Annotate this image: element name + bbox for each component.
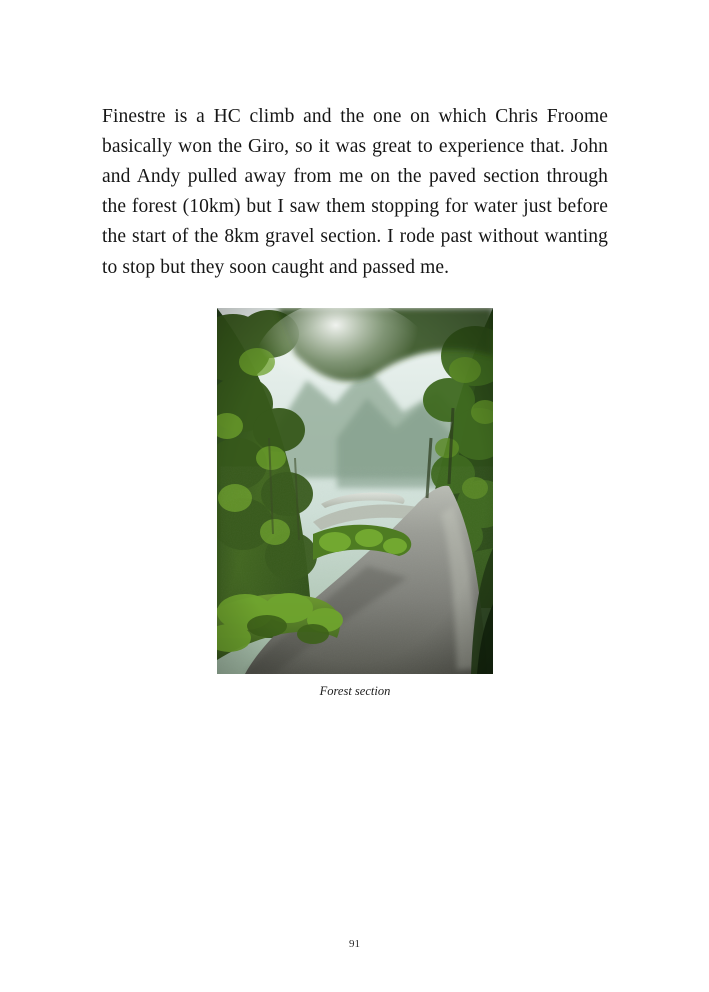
figure-caption: Forest section (319, 684, 391, 698)
body-paragraph: Finestre is a HC climb and the one on which Chris Froome basically won the Giro, so it was great to experience that. John and Andy pulled away from me on the paved section through the forest (10km) but I saw them stopping for water just before the start of the 8km gravel section. I rode past without wanting to stop but they soon caught and passed me. (102, 105, 608, 278)
page-number: 91 (349, 938, 360, 950)
figure-forest-section (217, 308, 493, 699)
photo-forest-road (217, 308, 493, 674)
